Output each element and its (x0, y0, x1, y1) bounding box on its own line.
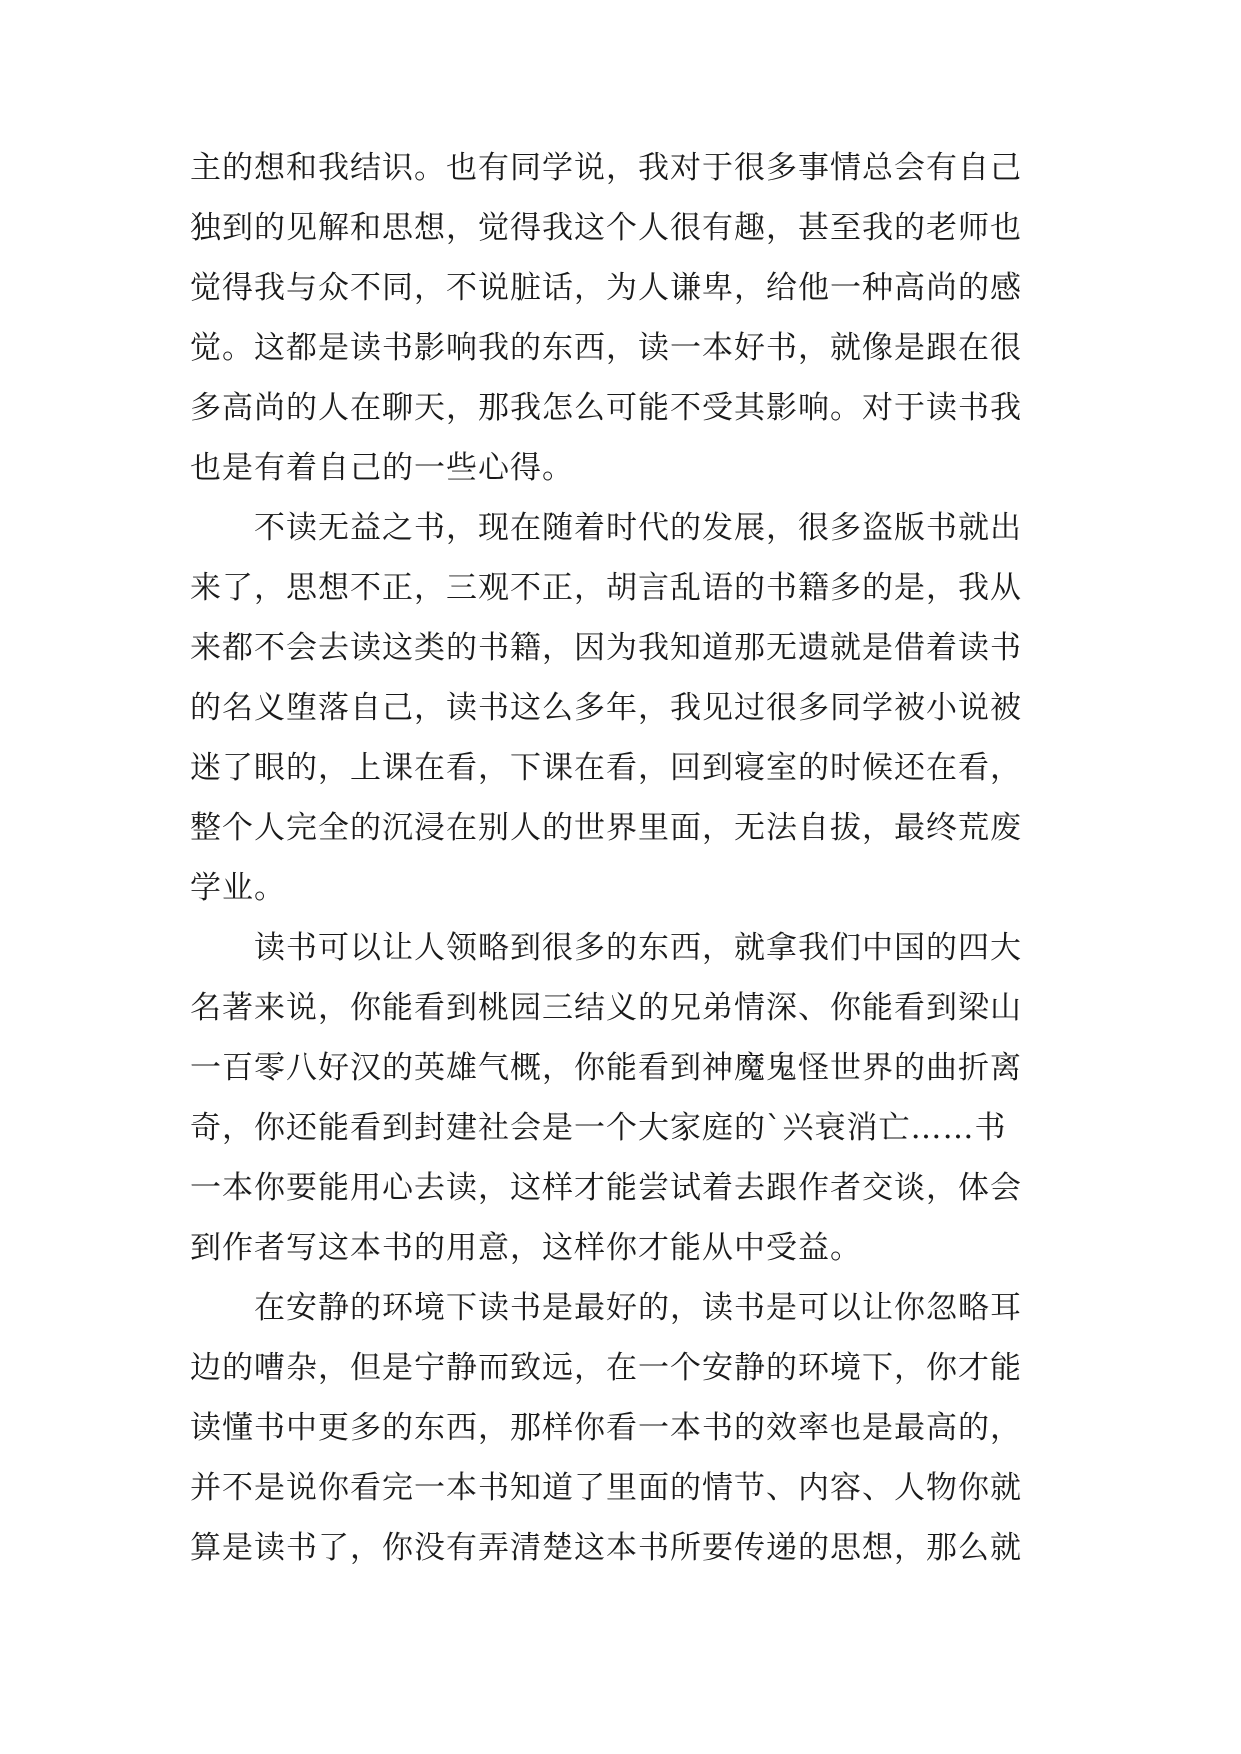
text-line: 读懂书中更多的东西，那样你看一本书的效率也是最高的， (190, 1410, 1022, 1446)
text-line: 一百零八好汉的英雄气概，你能看到神魔鬼怪世界的曲折离 (190, 1050, 1022, 1086)
text-line: 整个人完全的沉浸在别人的世界里面，无法自拔，最终荒废 (190, 810, 1022, 846)
text-line: 主的想和我结识。也有同学说，我对于很多事情总会有自己 (190, 150, 1022, 186)
text-line: 的名义堕落自己，读书这么多年，我见过很多同学被小说被 (190, 690, 1022, 726)
text-line: 多高尚的人在聊天，那我怎么可能不受其影响。对于读书我 (190, 390, 1022, 426)
paragraph-start-line: 不读无益之书，现在随着时代的发展，很多盗版书就出 (254, 510, 1022, 546)
text-line: 也是有着自己的一些心得。 (190, 450, 574, 486)
paragraph-start-line: 读书可以让人领略到很多的东西，就拿我们中国的四大 (254, 930, 1022, 966)
text-line: 并不是说你看完一本书知道了里面的情节、内容、人物你就 (190, 1470, 1022, 1506)
text-line: 边的嘈杂，但是宁静而致远，在一个安静的环境下，你才能 (190, 1350, 1022, 1386)
text-line: 觉得我与众不同，不说脏话，为人谦卑，给他一种高尚的感 (190, 270, 1022, 306)
text-line: 来都不会去读这类的书籍，因为我知道那无遗就是借着读书 (190, 630, 1022, 666)
text-line: 独到的见解和思想，觉得我这个人很有趣，甚至我的老师也 (190, 210, 1022, 246)
text-line: 名著来说，你能看到桃园三结义的兄弟情深、你能看到梁山 (190, 990, 1022, 1026)
text-line: 来了，思想不正，三观不正，胡言乱语的书籍多的是，我从 (190, 570, 1022, 606)
text-line: 奇，你还能看到封建社会是一个大家庭的`兴衰消亡……书 (190, 1110, 1007, 1146)
text-line: 觉。这都是读书影响我的东西，读一本好书，就像是跟在很 (190, 330, 1022, 366)
text-line: 迷了眼的，上课在看，下课在看，回到寝室的时候还在看， (190, 750, 1022, 786)
text-line: 算是读书了，你没有弄清楚这本书所要传递的思想，那么就 (190, 1530, 1022, 1566)
text-line: 学业。 (190, 870, 286, 906)
text-line: 一本你要能用心去读，这样才能尝试着去跟作者交谈，体会 (190, 1170, 1022, 1206)
text-line: 到作者写这本书的用意，这样你才能从中受益。 (190, 1230, 862, 1266)
body-text (190, 138, 1050, 1578)
paragraph-start-line: 在安静的环境下读书是最好的，读书是可以让你忽略耳 (254, 1290, 1022, 1326)
